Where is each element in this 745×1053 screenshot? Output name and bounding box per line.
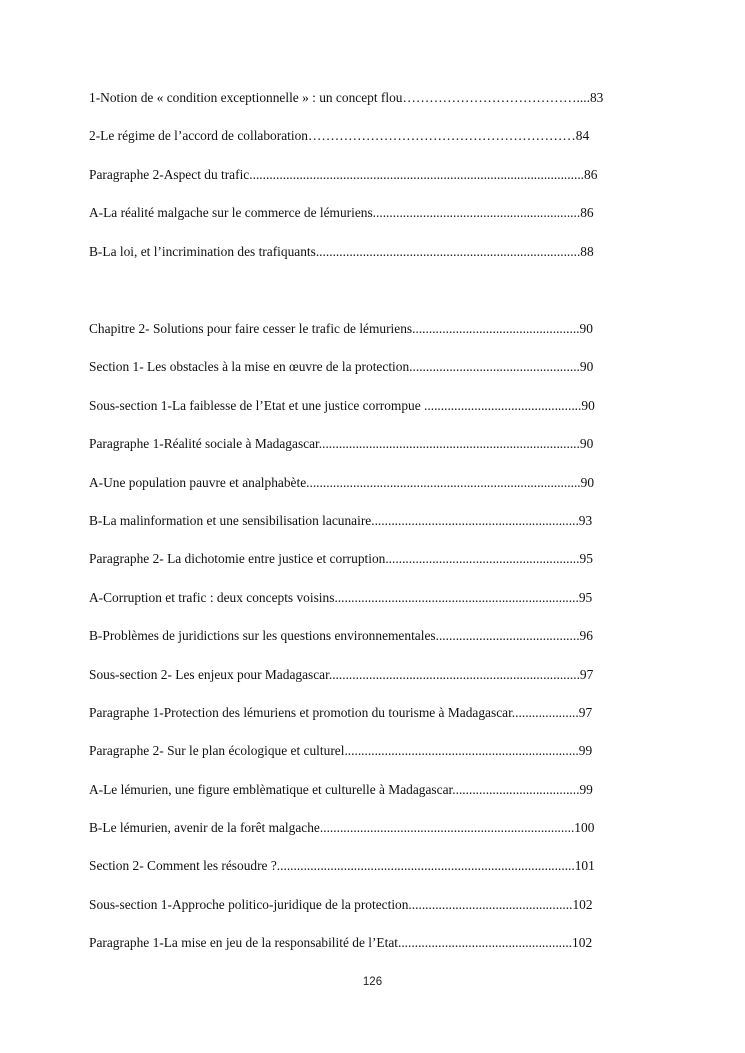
toc-entry: 2-Le régime de l’accord de collaboration……………………………………………………84: [89, 128, 590, 143]
toc-entry: Sous-section 1-La faiblesse de l’Etat et une justice corrompue ...............................................90: [89, 398, 595, 413]
toc-entry: B-Problèmes de juridictions sur les questions environnementales...........................................96: [89, 628, 593, 643]
toc-entry: A-Corruption et trafic : deux concepts voisins.........................................................................95: [89, 590, 593, 605]
toc-entry: Paragraphe 1-La mise en jeu de la responsabilité de l’Etat....................................................102: [89, 935, 593, 950]
toc-entry: Chapitre 2- Solutions pour faire cesser le trafic de lémuriens..................................................90: [89, 321, 593, 336]
toc-entry: A-La réalité malgache sur le commerce de lémuriens..............................................................86: [89, 205, 594, 220]
toc-entry: Paragraphe 1-Protection des lémuriens et promotion du tourisme à Madagascar....................97: [89, 705, 593, 720]
toc-entry: A-Le lémurien, une figure emblèmatique et culturelle à Madagascar......................................99: [89, 782, 593, 797]
toc-entry: Paragraphe 1-Réalité sociale à Madagascar..............................................................................90: [89, 436, 594, 451]
toc-entry: 1-Notion de « condition exceptionnelle » : un concept flou…………………………………....83: [89, 90, 604, 105]
toc-entry: A-Une population pauvre et analphabète..................................................................................90: [89, 475, 595, 490]
toc-entry: B-La loi, et l’incrimination des trafiquants...............................................................................88: [89, 244, 594, 259]
toc-entry: Sous-section 1-Approche politico-juridique de la protection.................................................102: [89, 897, 593, 912]
toc-entry: Paragraphe 2- Sur le plan écologique et culturel......................................................................99: [89, 743, 593, 758]
toc-entry: Section 1- Les obstacles à la mise en œuvre de la protection...................................................90: [89, 359, 594, 374]
toc-entry: B-Le lémurien, avenir de la forêt malgache............................................................................100: [89, 820, 595, 835]
toc-entry: Sous-section 2- Les enjeux pour Madagascar...........................................................................97: [89, 667, 594, 682]
toc-entry: Paragraphe 2-Aspect du trafic....................................................................................................86: [89, 167, 598, 182]
toc-entry: Paragraphe 2- La dichotomie entre justice et corruption..........................................................95: [89, 551, 593, 566]
page-number: 126: [362, 976, 383, 988]
toc-entry: B-La malinformation et une sensibilisation lacunaire..............................................................93: [89, 513, 593, 528]
toc-entry: Section 2- Comment les résoudre ?.........................................................................................101: [89, 858, 595, 873]
